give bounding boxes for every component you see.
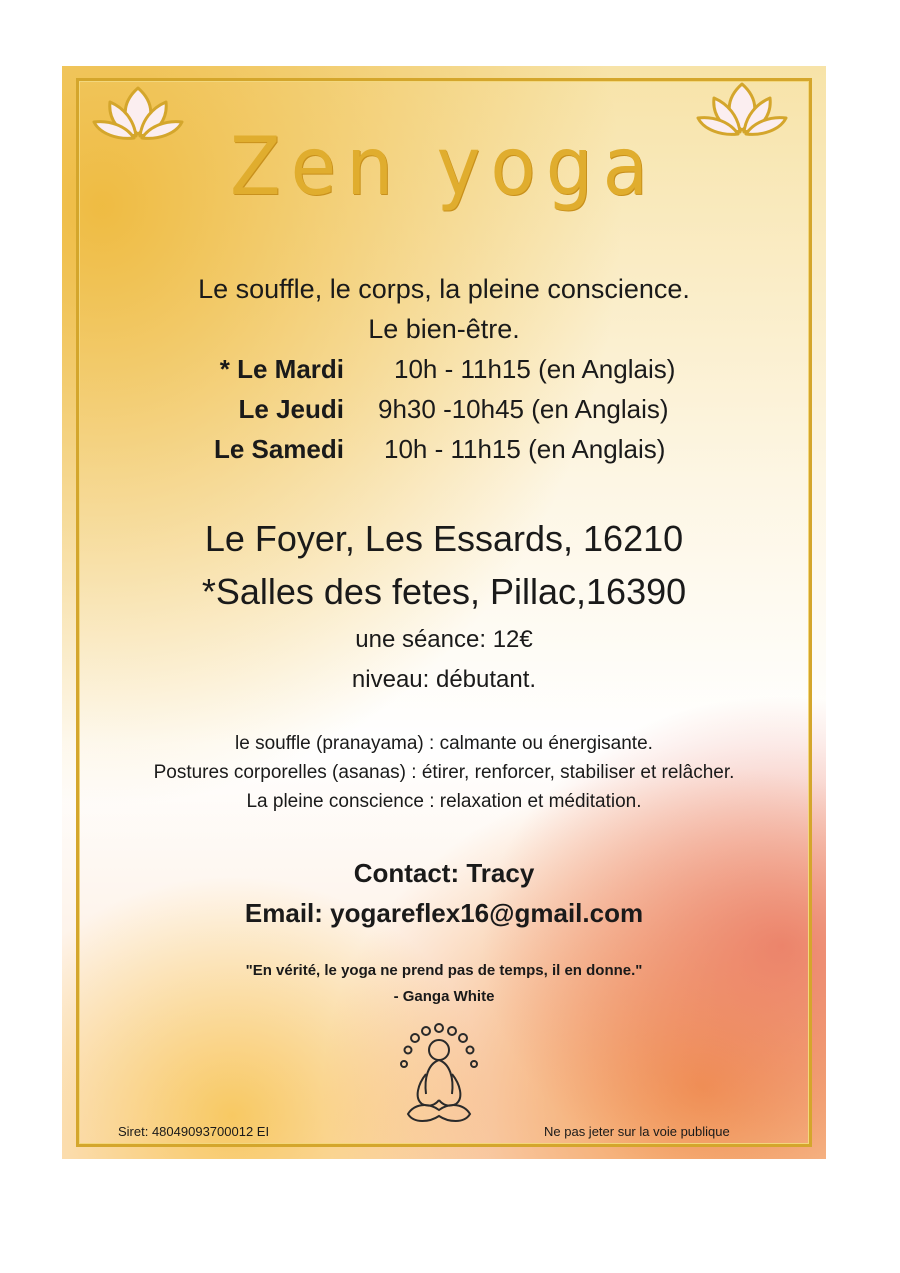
contact-name: Contact: Tracy: [353, 858, 535, 888]
siret-number: Siret: 48049093700012 EI: [118, 1124, 270, 1139]
price: une séance: 12€: [355, 626, 533, 653]
schedule-day: * Le Mardi: [219, 354, 344, 384]
intro-line: Le souffle, le corps, la pleine conscience.: [198, 274, 690, 304]
location: *Salles des fetes, Pillac,16390: [201, 571, 687, 612]
legal-notice: Ne pas jeter sur la voie publique: [544, 1124, 730, 1139]
contact-email[interactable]: Email: yogareflex16@gmail.com: [244, 898, 644, 928]
meditating-person-icon: [384, 1018, 494, 1138]
intro-line: Le bien-être.: [368, 314, 520, 344]
schedule-time: 10h - 11h15 (en Anglais): [384, 434, 666, 464]
schedule-time: 10h - 11h15 (en Anglais): [394, 354, 676, 384]
quote-author: - Ganga White: [393, 988, 495, 1005]
level: niveau: débutant.: [351, 666, 537, 693]
schedule-day: Le Jeudi: [238, 394, 344, 424]
description-line: le souffle (pranayama) : calmante ou énergisante.: [235, 733, 653, 754]
description-line: Postures corporelles (asanas) : étirer, renforcer, stabiliser et relâcher.: [153, 762, 735, 783]
location: Le Foyer, Les Essards, 16210: [204, 518, 684, 559]
description-line: La pleine conscience : relaxation et méditation.: [246, 791, 642, 812]
quote: "En vérité, le yoga ne prend pas de temps, il en donne.": [245, 962, 643, 979]
yoga-flyer: [62, 66, 826, 1159]
flyer-title: Zen yoga: [229, 120, 659, 214]
schedule-time: 9h30 -10h45 (en Anglais): [378, 394, 669, 424]
schedule-day: Le Samedi: [213, 434, 344, 464]
